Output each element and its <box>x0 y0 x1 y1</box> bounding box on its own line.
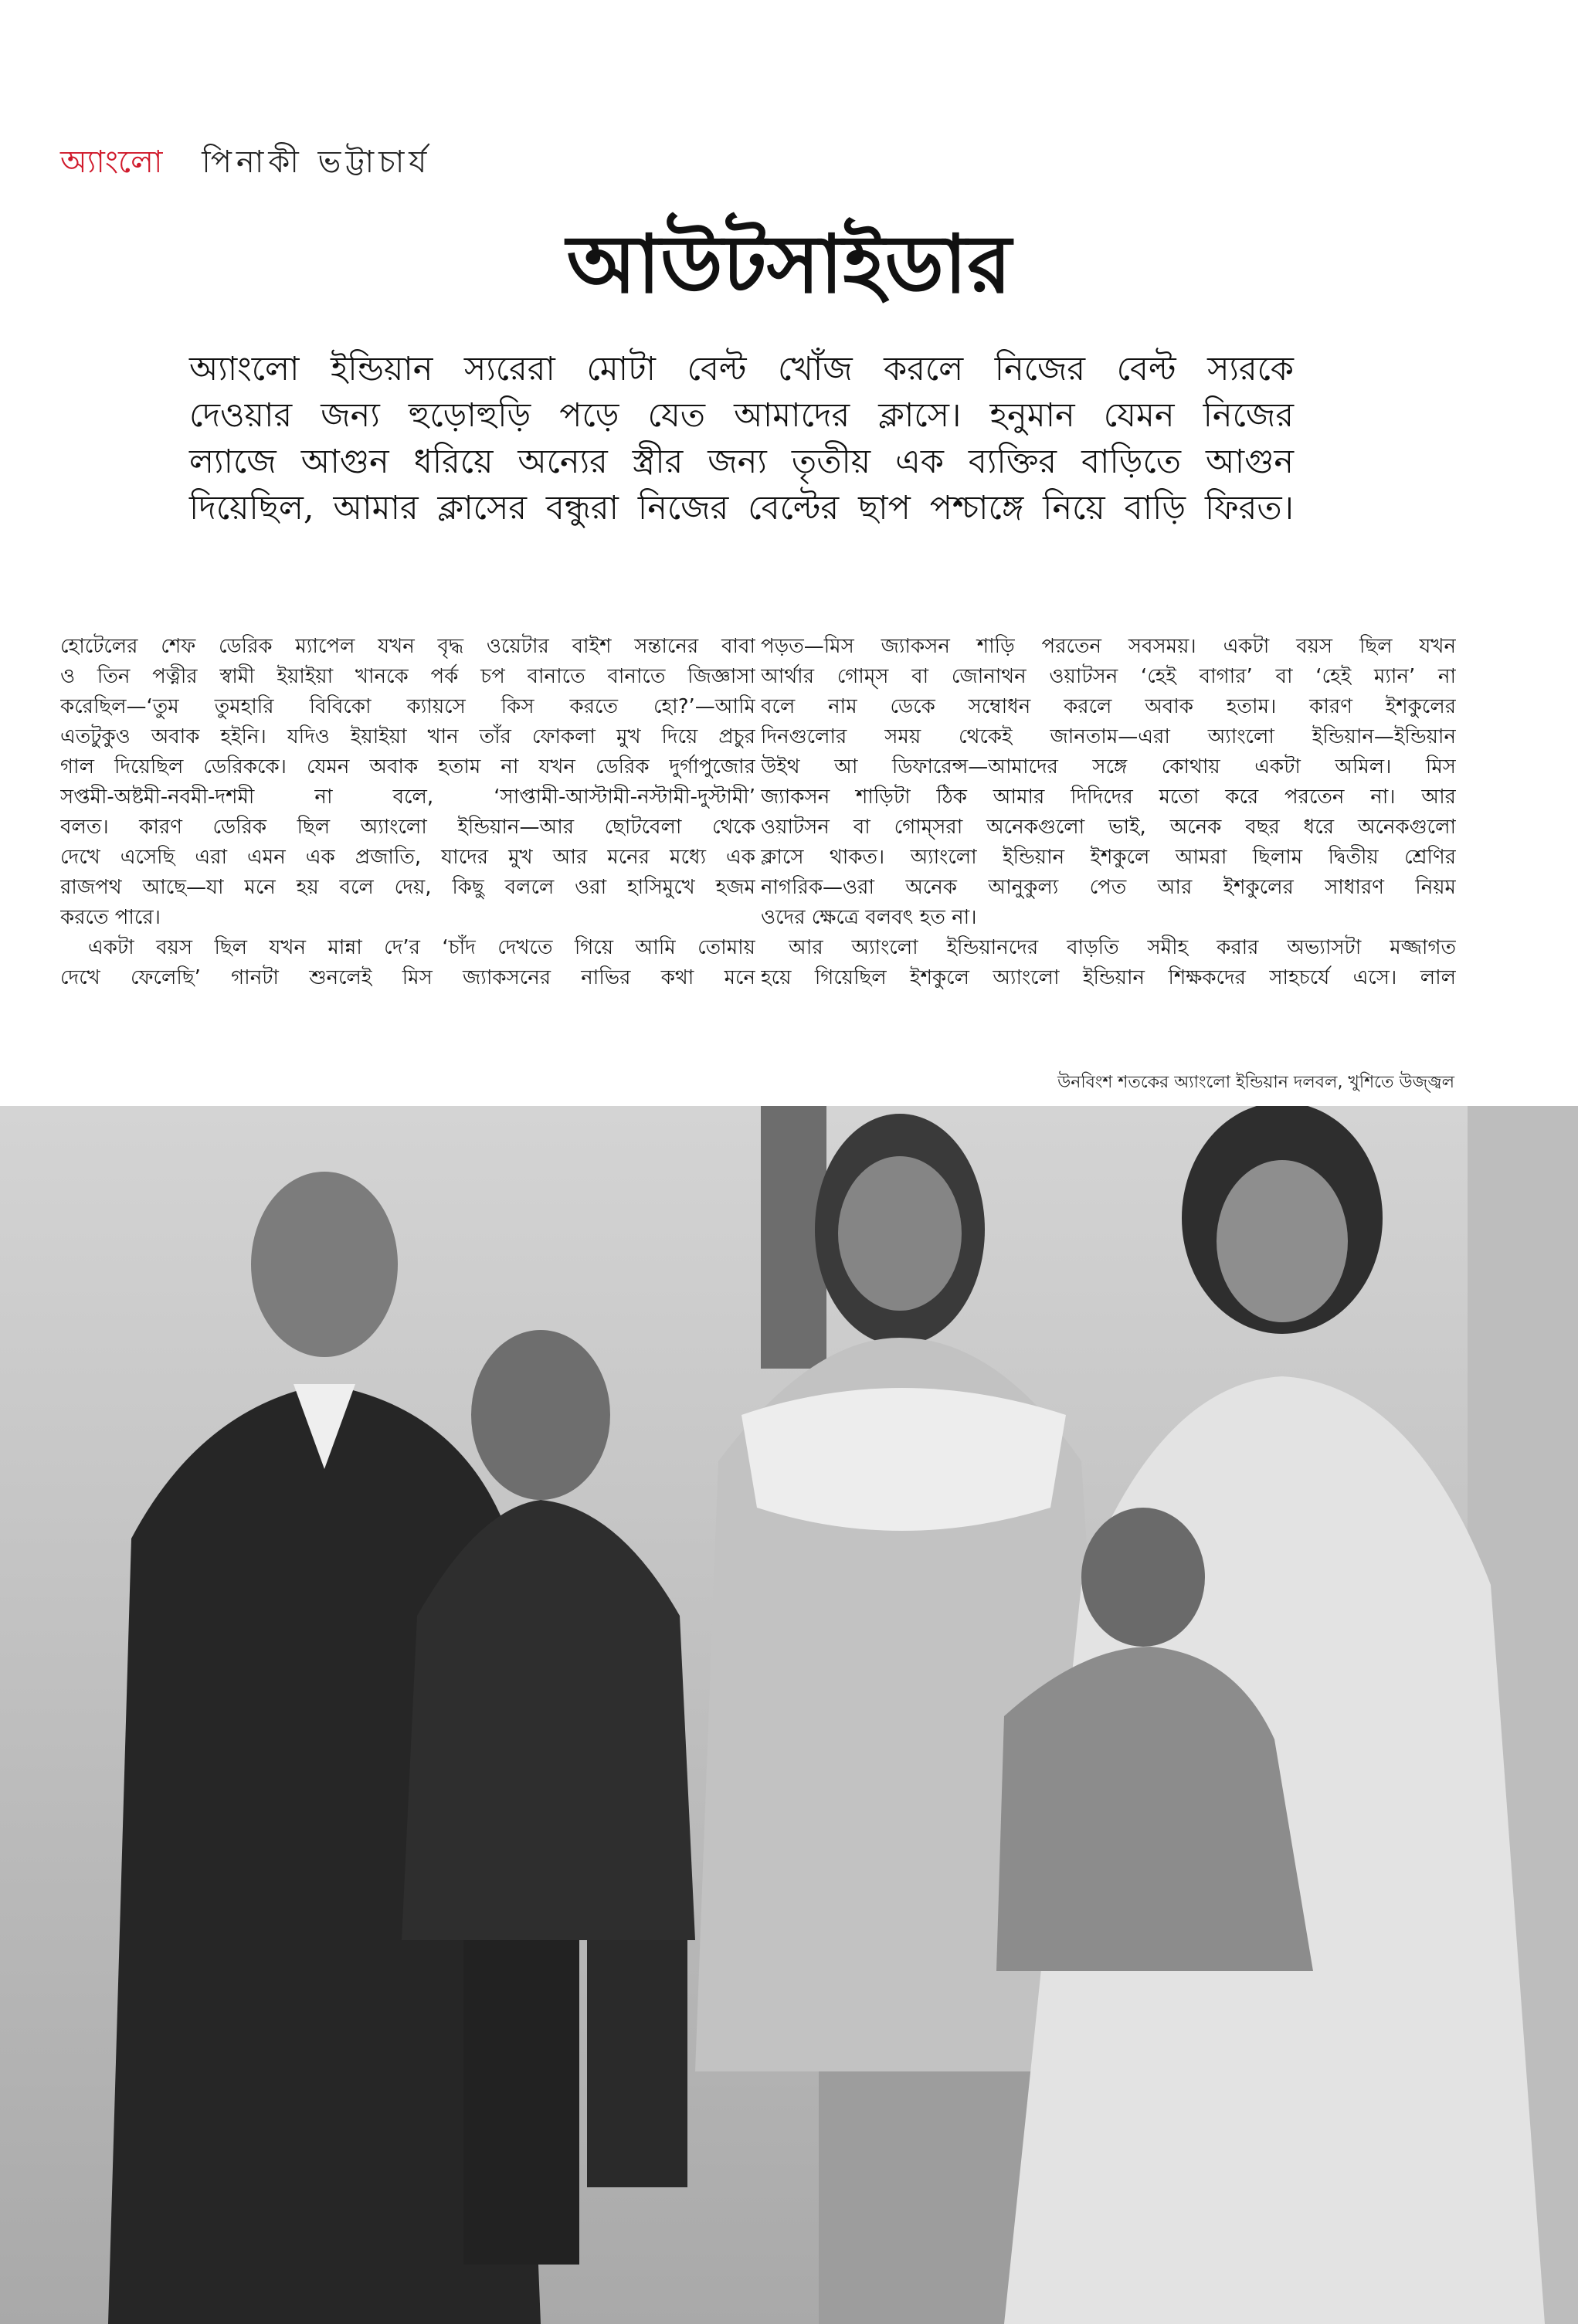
body-line: সপ্তমী-অষ্টমী-নবমী-দশমী না বলে, ‘সাপ্তামী-আস্টামী-নস্টামী-দুস্টামী’ <box>60 785 755 809</box>
body-line: দেখে ফেলেছি’ গানটা শুনলেই মিস জ্যাকসনের নাভির কথা মনে <box>60 966 755 989</box>
body-line: বলত। কারণ ডেরিক ছিল অ্যাংলো ইন্ডিয়ান—আর ছোটবেলা থেকে <box>60 816 755 839</box>
body-line: হয়ে গিয়েছিল ইশকুলে অ্যাংলো ইন্ডিয়ান শিক্ষকদের সাহচর্যে এসে। লাল <box>761 966 1456 989</box>
body-line: ক্লাসে থাকত। অ্যাংলো ইন্ডিয়ান ইশকুলে আমরা ছিলাম দ্বিতীয় শ্রেণির <box>761 846 1456 869</box>
standfirst <box>189 346 1294 531</box>
body-line: করতে পারে। <box>60 906 161 929</box>
family-photo <box>0 1106 1578 2324</box>
body-line: উইথ আ ডিফারেন্স—আমাদের সঙ্গে কোথায় একটা অমিল। মিস <box>761 755 1456 779</box>
body-line: দেখে এসেছি এরা এমন এক প্রজাতি, যাদের মুখ আর মনের মধ্যে এক <box>60 846 755 869</box>
body-column-right <box>761 632 1456 993</box>
family-photo-illustration <box>0 1106 1578 2324</box>
body-line: গাল দিয়েছিল ডেরিককে। যেমন অবাক হতাম না যখন ডেরিক দুর্গাপুজোর <box>60 755 755 779</box>
body-line: এতটুকুও অবাক হইনি। যদিও ইয়াইয়া খান তাঁর ফোকলা মুখ দিয়ে প্রচুর <box>60 725 755 748</box>
body-line: দিনগুলোর সময় থেকেই জানতাম—এরা অ্যাংলো ইন্ডিয়ান—ইন্ডিয়ান <box>761 725 1456 748</box>
body-line: করেছিল—‘তুম তুমহারি বিবিকো ক্যায়সে কিস করতে হো?’—আমি <box>60 695 755 718</box>
body-line: বলে নাম ডেকে সম্বোধন করলে অবাক হতাম। কারণ ইশকুলের <box>761 695 1456 718</box>
section-label: অ্যাংলো <box>60 144 163 180</box>
body-line: ও তিন পত্নীর স্বামী ইয়াইয়া খানকে পর্ক চপ বানাতে বানাতে জিজ্ঞাসা <box>60 665 755 688</box>
standfirst-line: দেওয়ার জন্য হুড়োহুড়ি পড়ে যেত আমাদের ক্লাসে। হনুমান যেমন নিজের <box>189 396 1294 435</box>
body-line: হোটেলের শেফ ডেরিক ম্যাপেল যখন বৃদ্ধ ওয়েটার বাইশ সন্তানের বাবা <box>60 635 755 658</box>
body-line: জ্যাকসন শাড়িটা ঠিক আমার দিদিদের মতো করে পরতেন না। আর <box>761 785 1456 809</box>
body-line: একটা বয়স ছিল যখন মান্না দে’র ‘চাঁদ দেখতে গিয়ে আমি তোমায় <box>88 936 755 959</box>
body-line: আর্থার গোম্‌স বা জোনাথন ওয়াটসন ‘হেই বাগার’ বা ‘হেই ম্যান’ না <box>761 665 1456 688</box>
body-line: পড়ত—মিস জ্যাকসন শাড়ি পরতেন সবসময়। একটা বয়স ছিল যখন <box>761 635 1456 658</box>
article-title: আউটসাইডার <box>566 216 1012 311</box>
standfirst-line: ল্যাজে আগুন ধরিয়ে অন্যের স্ত্রীর জন্য তৃতীয় এক ব্যক্তির বাড়িতে আগুন <box>189 443 1294 481</box>
photo-caption: উনবিংশ শতকের অ্যাংলো ইন্ডিয়ান দলবল, খুশিতে উজ্জ্বল <box>1057 1073 1454 1092</box>
kicker <box>60 137 431 189</box>
body-column-left <box>60 632 755 993</box>
body-line: আর অ্যাংলো ইন্ডিয়ানদের বাড়তি সমীহ করার অভ্যাসটা মজ্জাগত <box>789 936 1456 959</box>
author-name: পিনাকী ভট্টাচার্য <box>202 144 432 180</box>
body-line: ওয়াটসন বা গোম্‌সরা অনেকগুলো ভাই, অনেক বছর ধরে অনেকগুলো <box>761 816 1456 839</box>
standfirst-line: দিয়েছিল, আমার ক্লাসের বন্ধুরা নিজের বেল্টের ছাপ পশ্চাঙ্গে নিয়ে বাড়ি ফিরত। <box>189 489 1294 528</box>
body-line: নাগরিক—ওরা অনেক আনুকুল্য পেত আর ইশকুলের সাধারণ নিয়ম <box>761 876 1456 899</box>
standfirst-line: অ্যাংলো ইন্ডিয়ান স্যরেরা মোটা বেল্ট খোঁজ করলে নিজের বেল্ট স্যরকে <box>189 350 1294 388</box>
body-line: রাজপথ আছে—যা মনে হয় বলে দেয়, কিছু বললে ওরা হাসিমুখে হজম <box>60 876 755 899</box>
body-line: ওদের ক্ষেত্রে বলবৎ হত না। <box>761 906 977 929</box>
